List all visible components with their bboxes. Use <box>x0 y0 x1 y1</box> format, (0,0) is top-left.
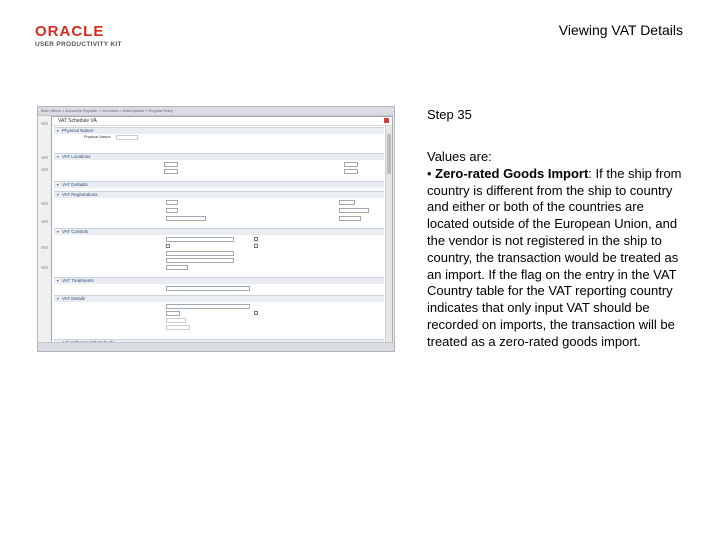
logo-subtitle: USER PRODUCTIVITY KIT <box>35 41 122 48</box>
logo-brand: ORACLE <box>35 23 105 40</box>
step-description <box>427 149 687 351</box>
section-vat-treatments: ▼ VAT Treatments <box>54 277 384 284</box>
step-label: Step 35 <box>427 107 472 122</box>
screenshot-bottom-bar <box>38 342 394 351</box>
close-icon <box>384 118 389 123</box>
section-physical-nature: ▼ Physical Nature <box>54 127 384 134</box>
section-vat-controls: ▼ VAT Controls <box>54 228 384 235</box>
screenshot-scrollbar <box>385 126 392 342</box>
section-vat-details: ▼ VAT Details <box>54 295 384 302</box>
description-term: Zero-rated Goods Import <box>435 165 589 181</box>
section-vat-defaults: ▼ VAT Defaults <box>54 181 384 188</box>
screenshot-modal <box>51 116 393 343</box>
screenshot-form-body: ▼ Physical Nature Physical Nature ▼ VAT Locations ▼ VAT Defaults ▼ VAT Registrations ▼ VAT Controls ▼ VAT Treatments ▼ VAT Details ▼ <box>54 127 384 340</box>
application-screenshot <box>37 106 395 352</box>
description-bullet: • Zero-rated Goods Import: If the ship from country is different from the ship to country and either or both of the countries are located outside of the European Union, and the vendor is not registered in the ship to country, the transaction would be treated as an import. If the flag on the entry in the VAT Country table for the VAT reporting country indicates that only input VAT should be recorded on imports, the transaction will be treated as a zero-rated goods import. <box>427 165 682 349</box>
screenshot-left-nav <box>38 116 51 343</box>
section-vat-registrations: ▼ VAT Registrations <box>54 191 384 198</box>
oracle-upk-logo <box>35 24 122 48</box>
screenshot-topbar: Main Menu > Accounts Payable > Vouchers > Add/Update > Regular Entry <box>38 107 394 116</box>
section-vat-locations: ▼ VAT Locations <box>54 153 384 160</box>
slide-title: Viewing VAT Details <box>558 22 683 38</box>
description-intro: Values are: <box>427 149 492 164</box>
description-body: : If the ship from country is different from the ship to country and either or both of the countries are located outside of the European Union, and the vendor is not registered in the ship to country, the transaction would be treated as an import. If the flag on the entry in the VAT Country table for the VAT reporting country indicates that only input VAT should be recorded on imports, the transaction will be treated as a zero-rated goods import. <box>427 165 682 349</box>
screenshot-modal-title: VAT Schedule VA <box>52 117 392 126</box>
